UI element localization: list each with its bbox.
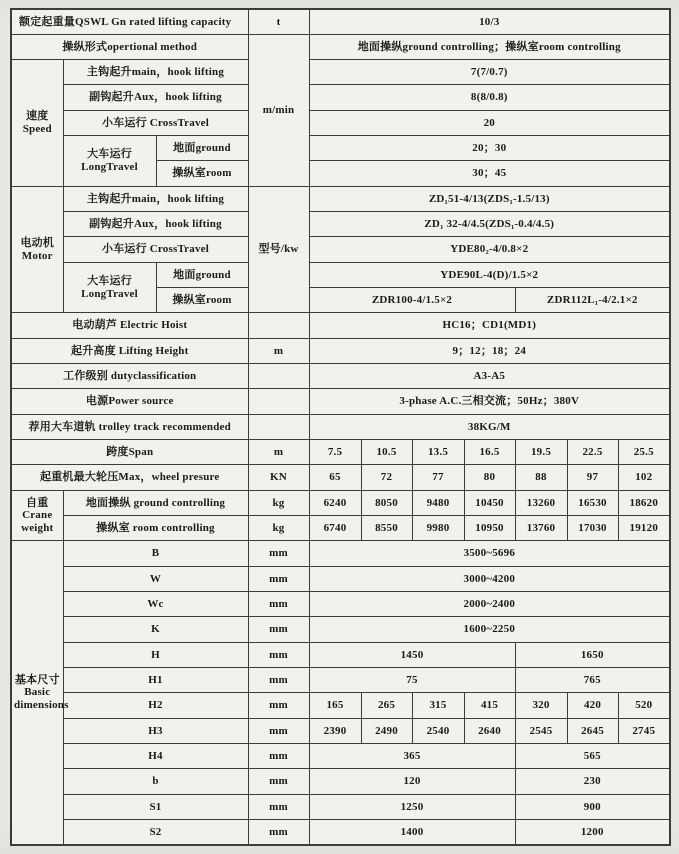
dim-H3-value-6: 2745 [618,718,670,743]
crane-weight-en1: Crane [22,509,53,522]
crane-spec-table [10,8,671,846]
dim-H2-value-2: 315 [412,693,464,718]
electric-hoist-value: HC16；CD1(MD1) [309,313,670,338]
weight-room-value-1: 8550 [361,516,412,541]
row-dim-S2 [11,820,670,846]
dim-H3-unit: mm [248,718,309,743]
dim-H-value-right: 1650 [515,642,670,667]
row-speed-cross-travel [11,110,670,135]
speed-aux-label: 副钩起升Aux，hook lifting [63,85,248,110]
weight-ground-value-5: 16530 [567,490,618,515]
span-value-3: 16.5 [464,440,515,465]
row-dim-S1 [11,794,670,819]
crane-weight-en2: weight [21,521,54,534]
row-rated-capacity [11,9,670,34]
dim-S2-label: S2 [63,820,248,846]
row-power-source [11,389,670,414]
dim-H-label: H [63,642,248,667]
dim-S2-unit: mm [248,820,309,846]
speed-aux-value: 8(8/0.8) [309,85,670,110]
row-dim-W [11,566,670,591]
dim-H3-value-3: 2640 [464,718,515,743]
dim-H3-label: H3 [63,718,248,743]
speed-long-zh: 大车运行 [87,148,132,161]
weight-ground-value-6: 18620 [618,490,670,515]
weight-ground-value-0: 6240 [309,490,361,515]
dim-H2-label: H2 [63,693,248,718]
dim-b-unit: mm [248,769,309,794]
motor-group-label [11,186,63,313]
motor-long-ground-value: YDE90L-4(D)/1.5×2 [309,262,670,287]
dim-H2-value-1: 265 [361,693,412,718]
dim-S1-unit: mm [248,794,309,819]
motor-long-room-value-right: ZDR112L₁-4/2.1×2 [515,288,670,313]
wheel-pressure-value-0: 65 [309,465,361,490]
row-motor-main-hook [11,186,670,211]
dim-H3-value-4: 2545 [515,718,567,743]
row-speed-main-hook [11,60,670,85]
wheel-pressure-label: 起重机最大轮压Max，wheel presure [11,465,248,490]
dim-K-label: K [63,617,248,642]
basic-dimensions-zh: 基本尺寸 [14,673,60,686]
speed-long-room-value: 30；45 [309,161,670,186]
motor-long-travel-label [63,262,156,313]
motor-long-room-value-left: ZDR100-4/1.5×2 [309,288,515,313]
span-value-6: 25.5 [618,440,670,465]
speed-long-room-label: 操纵室room [156,161,248,186]
dim-b-value-left: 120 [309,769,515,794]
dim-B-unit: mm [248,541,309,566]
row-speed-aux-hook [11,85,670,110]
dim-S2-value-left: 1400 [309,820,515,846]
motor-long-zh: 大车运行 [87,274,132,287]
motor-cross-label: 小车运行 CrossTravel [63,237,248,262]
basic-dimensions-en2: dimensions [14,699,69,712]
dim-H3-value-2: 2540 [412,718,464,743]
speed-long-ground-label: 地面ground [156,136,248,161]
dim-H4-value-left: 365 [309,744,515,769]
dim-H3-value-0: 2390 [309,718,361,743]
wheel-pressure-value-3: 80 [464,465,515,490]
rated-capacity-label: 额定起重量QSWL Gn rated lifting capacity [11,9,248,34]
dim-W-label: W [63,566,248,591]
weight-ground-value-4: 13260 [515,490,567,515]
wheel-pressure-value-1: 72 [361,465,412,490]
dim-K-unit: mm [248,617,309,642]
speed-cross-label: 小车运行 CrossTravel [63,110,248,135]
wheel-pressure-value-5: 97 [567,465,618,490]
dim-B-label: B [63,541,248,566]
row-span [11,440,670,465]
dim-W-unit: mm [248,566,309,591]
basic-dimensions-en1: Basic [24,686,51,699]
dim-Wc-value: 2000~2400 [309,592,670,617]
dim-b-label: b [63,769,248,794]
dim-B-value: 3500~5696 [309,541,670,566]
span-value-2: 13.5 [412,440,464,465]
motor-unit: 型号/kw [248,186,309,313]
row-dim-b [11,769,670,794]
row-dim-B [11,541,670,566]
dim-H1-label: H1 [63,668,248,693]
motor-group-zh: 电动机 [20,236,55,249]
rated-capacity-value: 10/3 [309,9,670,34]
row-dim-H2 [11,693,670,718]
rated-capacity-unit: t [248,9,309,34]
speed-main-value: 7(7/0.7) [309,60,670,85]
electric-hoist-label: 电动葫芦 Electric Hoist [11,313,248,338]
dim-H2-unit: mm [248,693,309,718]
lifting-height-value: 9；12；18；24 [309,338,670,363]
weight-ground-unit: kg [248,490,309,515]
wheel-pressure-unit: KN [248,465,309,490]
motor-group-en: Motor [21,249,53,262]
dim-K-value: 1600~2250 [309,617,670,642]
weight-ground-value-2: 9480 [412,490,464,515]
trolley-track-value: 38KG/M [309,414,670,439]
motor-cross-value: YDE80₂-4/0.8×2 [309,237,670,262]
row-dim-H3 [11,718,670,743]
speed-long-en: LongTravel [81,160,138,173]
electric-hoist-unit [248,313,309,338]
dim-H2-value-0: 165 [309,693,361,718]
row-motor-aux-hook [11,212,670,237]
row-trolley-track [11,414,670,439]
speed-main-label: 主钩起升main，hook lifting [63,60,248,85]
weight-ground-label: 地面操纵 ground controlling [63,490,248,515]
row-dim-H1 [11,668,670,693]
motor-long-ground-label: 地面ground [156,262,248,287]
speed-long-travel-label [63,136,156,187]
dim-H4-label: H4 [63,744,248,769]
motor-long-room-label: 操纵室room [156,288,248,313]
row-weight-room [11,516,670,541]
dim-H3-value-5: 2645 [567,718,618,743]
motor-long-en: LongTravel [81,287,138,300]
speed-group-zh: 速度 [26,110,49,123]
motor-aux-value: ZD₁ 32-4/4.5(ZDS₁-0.4/4.5) [309,212,670,237]
dim-S1-label: S1 [63,794,248,819]
dim-H2-value-4: 320 [515,693,567,718]
row-dim-K [11,617,670,642]
dim-Wc-unit: mm [248,592,309,617]
row-dim-H [11,642,670,667]
duty-classification-value: A3-A5 [309,364,670,389]
crane-weight-group-label [11,490,63,541]
wheel-pressure-value-6: 102 [618,465,670,490]
power-source-unit [248,389,309,414]
span-value-0: 7.5 [309,440,361,465]
weight-room-value-6: 19120 [618,516,670,541]
dim-H2-value-5: 420 [567,693,618,718]
weight-ground-value-1: 8050 [361,490,412,515]
weight-room-value-3: 10950 [464,516,515,541]
basic-dimensions-group-label [11,541,69,845]
dim-H-unit: mm [248,642,309,667]
dim-H1-unit: mm [248,668,309,693]
wheel-pressure-value-4: 88 [515,465,567,490]
row-max-wheel-pressure [11,465,670,490]
duty-classification-label: 工作级别 dutyclassification [11,364,248,389]
row-duty-classification [11,364,670,389]
dim-W-value: 3000~4200 [309,566,670,591]
row-dim-H4 [11,744,670,769]
weight-room-label: 操纵室 room controlling [63,516,248,541]
weight-ground-value-3: 10450 [464,490,515,515]
dim-H-value-left: 1450 [309,642,515,667]
power-source-label: 电源Power source [11,389,248,414]
span-label: 跨度Span [11,440,248,465]
operational-method-label: 操纵形式opertional method [11,34,248,59]
wheel-pressure-value-2: 77 [412,465,464,490]
operational-method-value: 地面操纵ground controlling；操纵室room controlling [309,34,670,59]
weight-room-value-4: 13760 [515,516,567,541]
dim-H4-unit: mm [248,744,309,769]
speed-group-en: Speed [22,122,52,135]
dim-S2-value-right: 1200 [515,820,670,846]
span-value-4: 19.5 [515,440,567,465]
row-dim-Wc [11,592,670,617]
trolley-track-label: 荐用大车道轨 trolley track recommended [11,414,248,439]
dim-H3-value-1: 2490 [361,718,412,743]
row-operational-method [11,34,670,59]
dim-H2-value-6: 520 [618,693,670,718]
crane-weight-zh: 自重 [26,496,49,509]
row-lifting-height [11,338,670,363]
motor-aux-label: 副钩起升Aux，hook lifting [63,212,248,237]
weight-room-unit: kg [248,516,309,541]
dim-H2-value-3: 415 [464,693,515,718]
power-source-value: 3-phase A.C.三相交流；50Hz；380V [309,389,670,414]
span-unit: m [248,440,309,465]
lifting-height-label: 起升高度 Lifting Height [11,338,248,363]
weight-room-value-5: 17030 [567,516,618,541]
span-value-5: 22.5 [567,440,618,465]
dim-Wc-label: Wc [63,592,248,617]
dim-S1-value-right: 900 [515,794,670,819]
dim-S1-value-left: 1250 [309,794,515,819]
row-motor-long-ground [11,262,670,287]
lifting-height-unit: m [248,338,309,363]
weight-room-value-2: 9980 [412,516,464,541]
span-value-1: 10.5 [361,440,412,465]
dim-H1-value-left: 75 [309,668,515,693]
dim-H4-value-right: 565 [515,744,670,769]
speed-cross-value: 20 [309,110,670,135]
speed-group-label [11,60,63,187]
row-electric-hoist [11,313,670,338]
row-weight-ground [11,490,670,515]
dim-b-value-right: 230 [515,769,670,794]
motor-main-label: 主钩起升main，hook lifting [63,186,248,211]
row-motor-cross-travel [11,237,670,262]
dim-H1-value-right: 765 [515,668,670,693]
speed-long-ground-value: 20；30 [309,136,670,161]
duty-classification-unit [248,364,309,389]
row-speed-long-ground [11,136,670,161]
motor-main-value: ZD₁51-4/13(ZDS₁-1.5/13) [309,186,670,211]
trolley-track-unit [248,414,309,439]
speed-unit: m/min [248,34,309,186]
weight-room-value-0: 6740 [309,516,361,541]
